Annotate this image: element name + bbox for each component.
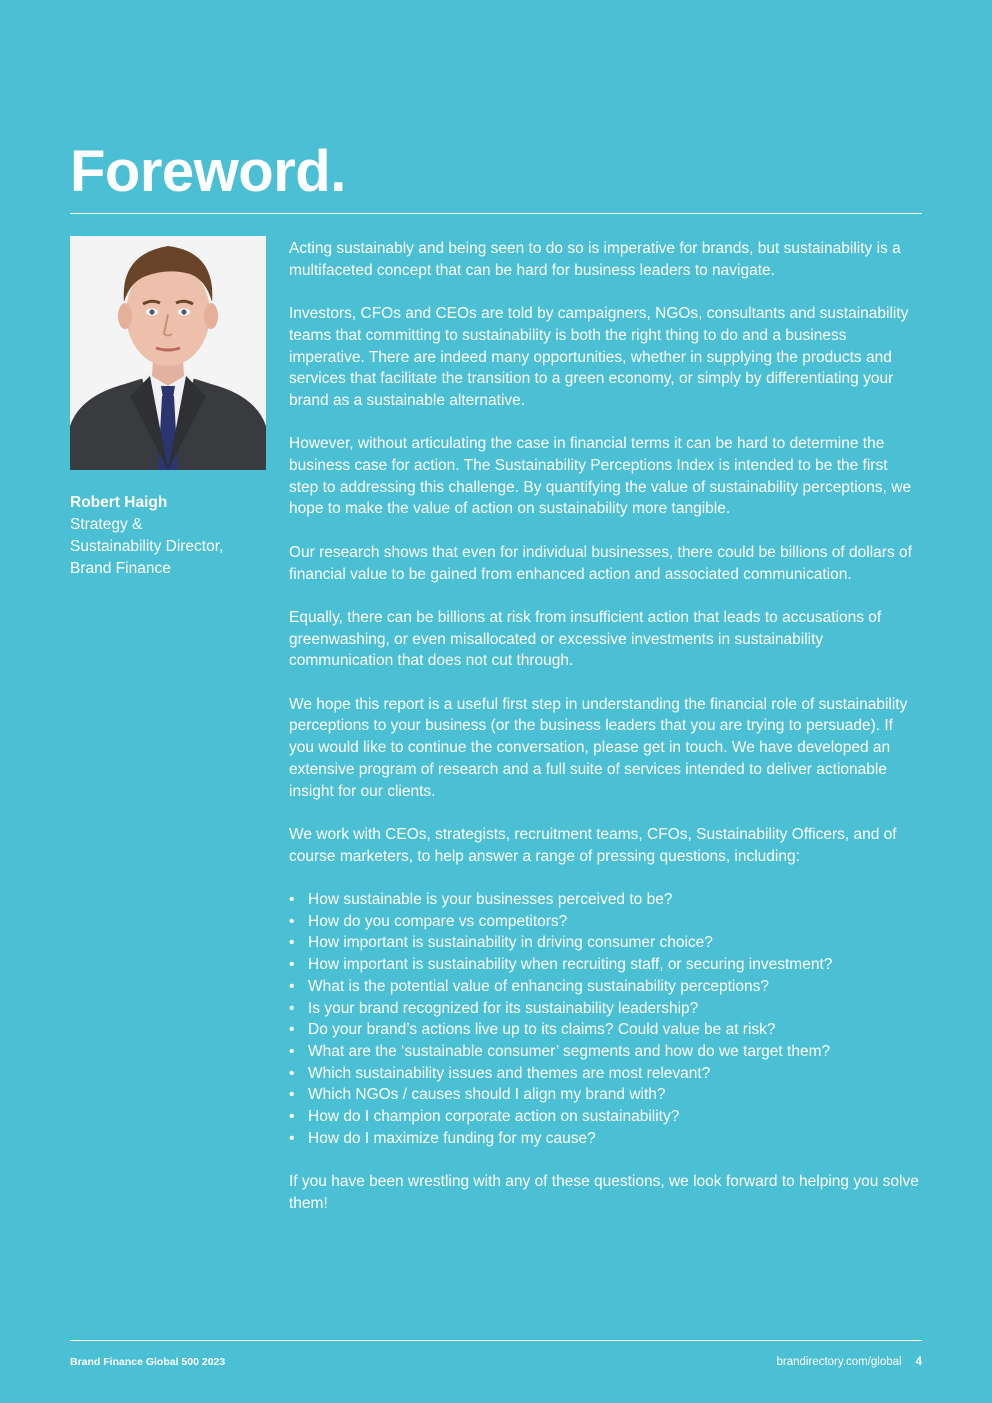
body-paragraph: Equally, there can be billions at risk from insufficient action that leads to accusations of greenwashing, or even misallocated or excessive investments in sustainability communication that does not cut through.	[289, 608, 882, 670]
list-item	[289, 932, 921, 954]
bullet-icon: •	[289, 1086, 295, 1104]
list-item	[289, 1063, 921, 1085]
question-text: What is the potential value of enhancing sustainability perceptions?	[308, 977, 769, 995]
question-text: How do you compare vs competitors?	[308, 912, 568, 930]
question-text: How do I maximize funding for my cause?	[308, 1129, 596, 1147]
body-paragraph: Acting sustainably and being seen to do so is imperative for brands, but sustainability is a multifaceted concept that can be hard for business leaders to navigate.	[289, 240, 901, 279]
footer-publication: Brand Finance Global 500 2023	[70, 1356, 226, 1368]
question-text: Do your brand’s actions live up to its claims? Could value be at risk?	[308, 1021, 776, 1039]
footer-url-link[interactable]: brandirectory.com/global	[776, 1356, 902, 1368]
question-text: Which sustainability issues and themes are most relevant?	[308, 1064, 711, 1082]
author-name: Robert Haigh	[70, 494, 168, 511]
bullet-icon: •	[289, 1064, 295, 1082]
bullet-icon: •	[289, 977, 295, 995]
list-item	[289, 1128, 921, 1150]
author-portrait	[70, 236, 266, 470]
list-item	[289, 998, 921, 1020]
author-role-line: Sustainability Director,	[70, 538, 224, 555]
body-paragraph: We hope this report is a useful first step in understanding the financial role of sustainability perceptions to your business (or the business leaders that you are trying to persuade). If you would like to continue the conversation, please get in touch. We have developed an extensive program of research and a full suite of services intended to deliver actionable insight for our clients.	[289, 695, 908, 800]
footer-divider	[70, 1340, 922, 1341]
bullet-icon: •	[289, 912, 295, 930]
bullet-icon: •	[289, 1129, 295, 1147]
bullet-icon: •	[289, 934, 295, 952]
title-divider	[70, 213, 922, 214]
body-paragraph: However, without articulating the case in financial terms it can be hard to determine the business case for action. The Sustainability Perceptions Index is intended to be the first step to addressing this challenge. By quantifying the value of sustainability perceptions, we hope to make the value of action on sustainability more tangible.	[289, 435, 912, 518]
author-role-line: Brand Finance	[70, 560, 171, 577]
list-item	[289, 976, 921, 998]
body-paragraph: We work with CEOs, strategists, recruitment teams, CFOs, Sustainability Officers, and of course marketers, to help answer a range of pressing questions, including:	[289, 825, 897, 865]
question-text: Is your brand recognized for its sustainability leadership?	[308, 999, 699, 1017]
list-item	[289, 954, 921, 976]
bullet-icon: •	[289, 1042, 295, 1060]
bullet-icon: •	[289, 956, 295, 974]
list-item	[289, 1084, 921, 1106]
page-number: 4	[915, 1356, 922, 1368]
questions-list	[289, 889, 921, 1149]
question-text: How important is sustainability when recruiting staff, or securing investment?	[308, 956, 833, 974]
list-item	[289, 1019, 921, 1041]
bullet-icon: •	[289, 1021, 295, 1039]
question-text: What are the ‘sustainable consumer’ segments and how do we target them?	[308, 1042, 831, 1060]
list-item	[289, 1106, 921, 1128]
list-item	[289, 911, 921, 933]
question-text: Which NGOs / causes should I align my brand with?	[308, 1086, 666, 1104]
footer-right	[777, 1356, 922, 1368]
list-item	[289, 889, 921, 911]
bullet-icon: •	[289, 999, 295, 1017]
author-role-line: Strategy &	[70, 516, 143, 533]
page-title: Foreword.	[70, 139, 346, 204]
author-block	[70, 492, 270, 580]
bullet-icon: •	[289, 1108, 295, 1126]
question-text: How important is sustainability in driving consumer choice?	[308, 934, 713, 952]
bullet-icon: •	[289, 890, 295, 908]
question-text: How sustainable is your businesses perceived to be?	[308, 890, 673, 908]
foreword-body	[289, 238, 921, 1236]
body-paragraph: Investors, CFOs and CEOs are told by campaigners, NGOs, consultants and sustainability teams that committing to sustainability is both the right thing to do and a business imperative. There are indeed many opportunities, whether in supplying the products and services that facilitate the transition to a green economy, or simply by differentiating your brand as a sustainable alternative.	[289, 305, 909, 409]
question-text: How do I champion corporate action on sustainability?	[308, 1108, 680, 1126]
closing-paragraph: If you have been wrestling with any of these questions, we look forward to helping you solve them!	[289, 1173, 919, 1212]
list-item	[289, 1041, 921, 1063]
body-paragraph: Our research shows that even for individual businesses, there could be billions of dollars of financial value to be gained from enhanced action and associated communication.	[289, 543, 912, 583]
